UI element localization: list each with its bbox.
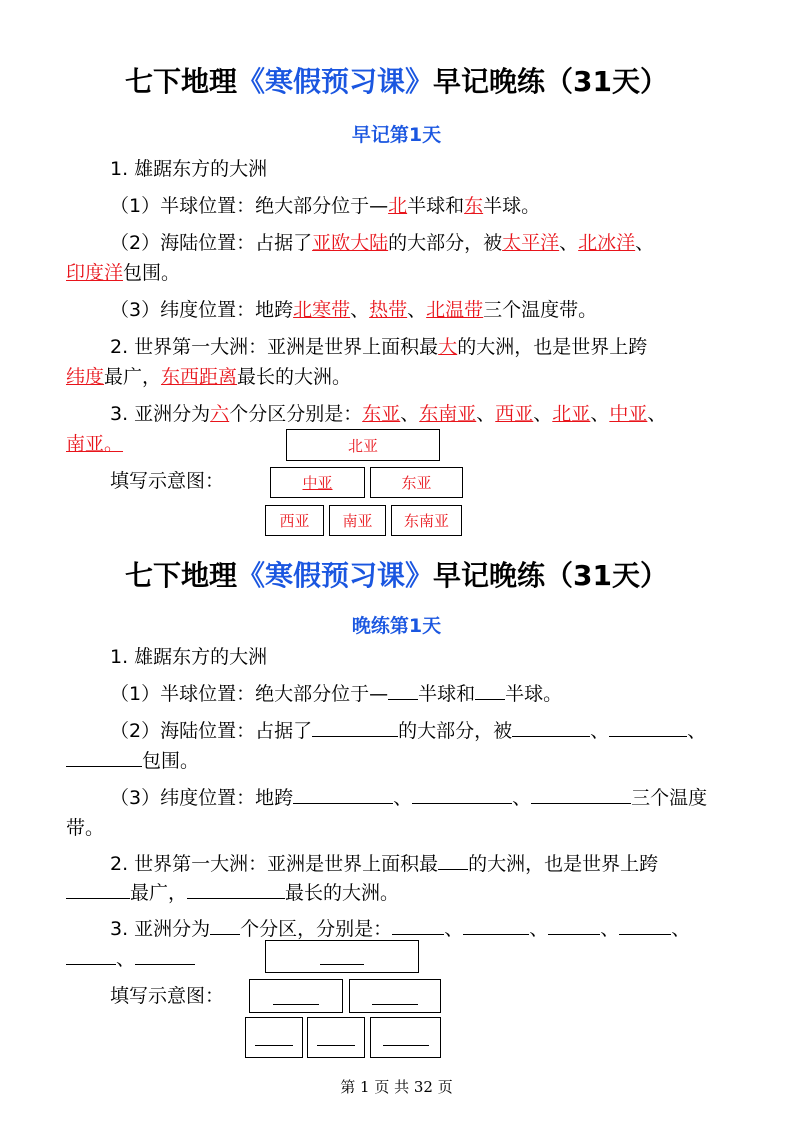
blank-box-southeast[interactable] bbox=[370, 1017, 441, 1058]
blank-box-west[interactable] bbox=[245, 1017, 303, 1058]
blank[interactable] bbox=[412, 785, 512, 804]
evening-q2: 2. 世界第一大洲：亚洲是世界上面积最 的大洲，也是世界上跨 bbox=[110, 853, 659, 875]
morning-title: 七下地理《寒假预习课》早记晚练（31天） bbox=[125, 65, 668, 98]
blank[interactable] bbox=[293, 785, 393, 804]
blank[interactable] bbox=[66, 748, 142, 767]
blank-box-south[interactable] bbox=[307, 1017, 365, 1058]
evening-q2b: 最广， 最长的大洲。 bbox=[66, 878, 399, 905]
evening-q1-3: （3）纬度位置：地跨 、 、 三个温度 bbox=[110, 787, 708, 809]
page-footer: 第 1 页 共 32 页 bbox=[340, 1078, 453, 1096]
morning-q1-3: （3）纬度位置：地跨北寒带、热带、北温带三个温度带。 bbox=[110, 299, 598, 321]
evening-q1-3b: 带。 bbox=[66, 817, 105, 839]
blank-box-east[interactable] bbox=[349, 979, 441, 1013]
blank[interactable] bbox=[210, 916, 240, 935]
morning-q2: 2. 世界第一大洲：亚洲是世界上面积最大的大洲，也是世界上跨 bbox=[110, 336, 648, 358]
blank[interactable] bbox=[463, 916, 529, 935]
box-east-asia: 东亚 bbox=[370, 467, 463, 498]
evening-q3b: 、 bbox=[66, 944, 195, 971]
blank[interactable] bbox=[619, 916, 671, 935]
box-west-asia: 西亚 bbox=[265, 505, 324, 536]
box-central-asia: 中亚 bbox=[270, 467, 365, 498]
blank[interactable] bbox=[392, 916, 444, 935]
blank-box-central[interactable] bbox=[249, 979, 343, 1013]
blank[interactable] bbox=[135, 946, 195, 965]
morning-q1-1: （1）半球位置：绝大部分位于—北半球和东半球。 bbox=[110, 195, 541, 217]
morning-subtitle: 早记第1天 bbox=[351, 124, 442, 146]
blank[interactable] bbox=[609, 718, 687, 737]
blank-box-north[interactable] bbox=[265, 940, 419, 973]
morning-q1-2b: 印度洋包围。 bbox=[66, 262, 181, 284]
box-south-asia: 南亚 bbox=[329, 505, 386, 536]
blank[interactable] bbox=[66, 880, 130, 899]
morning-q3b: 南亚。 bbox=[66, 433, 124, 455]
evening-title: 七下地理《寒假预习课》早记晚练（31天） bbox=[125, 559, 668, 592]
morning-q1-2: （2）海陆位置：占据了亚欧大陆的大部分，被太平洋、北冰洋、 bbox=[110, 232, 655, 254]
blank[interactable] bbox=[531, 785, 631, 804]
blank[interactable] bbox=[66, 946, 116, 965]
morning-diagram-label: 填写示意图： bbox=[110, 470, 225, 492]
box-southeast-asia: 东南亚 bbox=[391, 505, 462, 536]
blank[interactable] bbox=[312, 718, 398, 737]
morning-q3: 3. 亚洲分为六个分区分别是：东亚、东南亚、西亚、北亚、中亚、 bbox=[110, 403, 667, 425]
blank[interactable] bbox=[548, 916, 600, 935]
evening-q1-1: （1）半球位置：绝大部分位于— 半球和 半球。 bbox=[110, 683, 563, 705]
blank[interactable] bbox=[512, 718, 590, 737]
evening-q1-2b: 包围。 bbox=[66, 746, 199, 773]
blank[interactable] bbox=[438, 851, 468, 870]
blank[interactable] bbox=[187, 880, 285, 899]
box-north-asia: 北亚 bbox=[286, 429, 440, 461]
morning-q1: 1. 雄踞东方的大洲 bbox=[110, 158, 268, 180]
evening-subtitle: 晚练第1天 bbox=[351, 615, 442, 637]
evening-q1-2: （2）海陆位置：占据了 的大部分，被 、 、 bbox=[110, 720, 707, 742]
blank[interactable] bbox=[475, 681, 505, 700]
evening-q3: 3. 亚洲分为 个分区，分别是： 、 、 、 、 bbox=[110, 918, 691, 940]
morning-q2b: 纬度最广，东西距离最长的大洲。 bbox=[66, 366, 352, 388]
blank[interactable] bbox=[388, 681, 418, 700]
evening-q1: 1. 雄踞东方的大洲 bbox=[110, 646, 268, 668]
evening-diagram-label: 填写示意图： bbox=[110, 985, 225, 1007]
